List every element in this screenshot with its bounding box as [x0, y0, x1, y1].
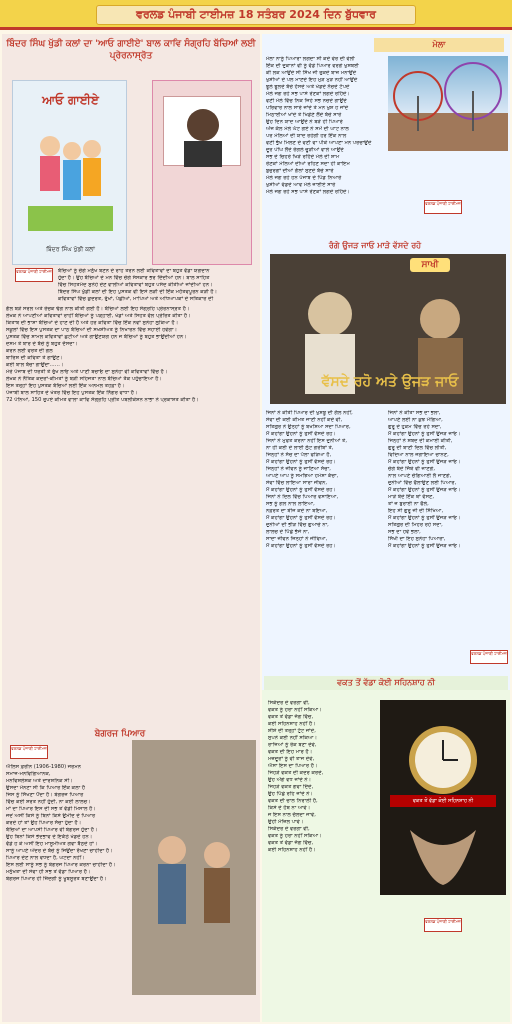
publisher-badge: ਵਰਲਡ ਪੰਜਾਬੀ ਟਾਈਮਜ਼	[424, 918, 462, 932]
text-line: ਚੰਗੇ ਬੰਦੇ ਜਿੱਥੇ ਵੀ ਜਾਣਗੇ,	[388, 466, 436, 472]
text-line: ਸਾਨੂੰ ਆਪਣੇ ਅੰਦਰ ਦੇ ਬੱਚੇ ਨੂੰ ਜਿਉਂਦਾ ਰੱਖਣਾ ਚਾਹੀਦਾ ਹੈ।	[6, 848, 113, 854]
text-line: ਉਹ ਪਿੱਛੇ ਰਹਿ ਜਾਂਦੇ ਨੇ।	[268, 791, 314, 797]
text-line: ਜਿਨਾਂ ਨੇ ਦਿਲ ਵਿੱਚ ਪਿਆਰ ਵਸਾਇਆ,	[266, 494, 339, 500]
text-line: ਐਸਾ ਇਸ ਦਾ ਪਿਆਰ ਹੈ।	[268, 763, 318, 769]
publisher-badge: ਵਰਲਡ ਪੰਜਾਬੀ ਟਾਈਮਜ਼	[10, 745, 48, 759]
text-line: ਇਹ ਸੀ ਗੁਰੂ ਜੀ ਦੀ ਸਿੱਖਿਆ,	[388, 508, 444, 514]
book-cover	[12, 80, 127, 265]
text-line: ਮੈਂ ਕਹਾਂਗਾ ਉਹਨਾਂ ਨੂੰ ਤੁਸੀਂ ਉਜੜ ਜਾਓ।	[388, 515, 461, 521]
text-line: ਵਿੱਚ ਕੋਈ ਸ਼ਰਤ ਨਹੀਂ ਹੁੰਦੀ, ਨਾ ਕੋਈ ਲਾਲਚ।	[6, 799, 91, 805]
text-line: ਲੇਖਕ ਨੇ ਨੈਤਿਕ ਕਦਰਾਂ-ਕੀਮਤਾਂ ਨੂੰ ਬੜੀ ਸਹਿਜਤਾ ਨਾਲ ਬੱਚਿਆਂ ਤੱਕ ਪਹੁੰਚਾਇਆ ਹੈ।	[6, 376, 162, 382]
text-line: ਜਿਨਾਂ ਨੇ ਮੁਫਤ ਕਰਨਾ ਨਹੀਂ ਇਸ ਦੁਨੀਆਂ ਤੇ,	[266, 438, 347, 444]
text-line: ਵਕਤ ਤੋਂ ਵੱਡਾ ਜੱਗ ਵਿੱਚ,	[268, 714, 314, 720]
text-line: ਸਕੂਲਾਂ ਵਿੱਚ ਇਸ ਪੁਸਤਕ ਦਾ ਪਾਠ ਬੱਚਿਆਂ ਦੀ ਸਖਸ਼ੀਅਤ ਨੂੰ ਨਿਖਾਰਨ ਵਿੱਚ ਸਹਾਈ ਹੋਵੇਗਾ।	[6, 327, 178, 333]
text-line: ਮੇਲੇ ਜਗ ਰਹੇ ਹਨ ਪੰਜਾਬ ਦੇ ਪਿੰਡ ਨਿਆਰੇ	[266, 175, 342, 181]
text-line: ਸਤਿਗੁਰ ਦੀ ਮਿਹਰ ਰਹੇ ਸਦਾ,	[388, 522, 443, 528]
text-line: ਮਨੁੱਖਤਾ ਦੀ ਸੇਵਾ ਹੀ ਸਭ ਤੋਂ ਵੱਡਾ ਪਿਆਰ ਹੈ।	[6, 869, 91, 875]
text-line: ਦੁਨੀਆਂ ਵਿੱਚ ਫੈਲਾਉਣ ਲਈ ਪਿਆਰ,	[388, 480, 457, 486]
text-line: ਜਿਸ ਨੂੰ ਸਿੱਖਣਾ ਪੈਂਦਾ ਹੈ। ਬੇਗਰਜ ਪਿਆਰ	[6, 792, 84, 798]
text-line: ਬੁਜ਼ੁਰਗਾਂ ਦੀਆਂ ਗੱਲਾਂ ਸੁਣਦੇ ਬੱਚੇ ਸਾਰੇ	[266, 168, 334, 174]
sakhi-poem-left	[266, 410, 384, 672]
text-line: ਇੱਕ ਦੀ ਦੁਕਾਨਾਂ ਵੀ ਨੂੰ ਵੱਡੇ ਪਿਆਰ ਵਰਗੇ ਖੁਸ਼ਬੋਈ	[266, 63, 359, 69]
text-line: ਬੱਚਿਆਂ ਨੂੰ ਚੰਗੇ ਮਨੁੱਖ ਬਣਨ ਦੇ ਰਾਹ ਤੋਰਨ ਲਈ ਕਵਿਤਾਵਾਂ ਦਾ ਬਹੁਤ ਵੱਡਾ ਯੋਗਦਾਨ	[58, 268, 210, 274]
text-line: ਕੀ ਲੋਕ ਆਉਂਦੇ ਸੀ ਸਿੱਖ ਜੀ ਰੁਕਦੇ ਬਾਜ਼ ਮਨਾਉਂਦੇ	[266, 70, 357, 76]
book-review-body	[6, 306, 256, 726]
text-line: ਵਕਤ ਦੀ ਇਹ ਮਾਰ ਹੈ।	[268, 749, 313, 755]
text-line: ਵਕਤ ਨੂੰ ਹਰਾ ਨਹੀਂ ਸਕਿਆ।	[268, 833, 322, 839]
text-line: ਜਿਨ੍ਹਾਂ ਨੇ ਜੀਵਨ ਨੂੰ ਜਾਣਿਆ ਸੱਚਾ,	[266, 466, 331, 472]
text-line: ਉਸਦਾ ਮੰਨਣਾ ਸੀ ਕਿ ਪਿਆਰ ਇੱਕ ਕਲਾ ਹੈ	[6, 785, 86, 791]
text-line: ਜਿਹੜੇ ਵਕਤ ਦੀ ਕਦਰ ਕਰਦੇ,	[268, 770, 324, 776]
sakhi-poem-right	[388, 410, 506, 672]
text-line: ਕਰਨ ਲਈ ਵਰਤ ਦੀ ਗਲ	[6, 348, 53, 354]
text-line: ਸਿੱਖੀ ਦਾ ਇਹ ਸੁਨੇਹਾ ਪਿਆਰਾ,	[388, 536, 446, 542]
text-line: ਮੈਂ ਕਹਾਂਗਾ ਉਹਨਾਂ ਨੂੰ ਤੁਸੀਂ ਉਜੜ ਜਾਓ।	[388, 487, 461, 493]
text-line: ਬੱਚਿਆਂ ਦਾ ਆਪਸੀ ਪਿਆਰ ਵੀ ਬੇਗਰਜ ਹੁੰਦਾ ਹੈ।	[6, 827, 98, 833]
sakhi-title: ਵੱਸਦੇ ਰਹੋ ਅਤੇ ਉਜੜ ਜਾਓ	[321, 374, 459, 390]
text-line: 72 ਪੰਨਿਆਂ, 150 ਰੁਪਏ ਕੀਮਤ ਵਾਲਾ ਕਾਵਿ ਸੰਗ੍ਰਹਿ ਪ੍ਰੀਤ ਪਬਲੀਕੇਸ਼ਨ ਨਾਭਾ ਨੇ ਪ੍ਰਕਾਸ਼ਤ ਕੀਤਾ ਹੈ।	[6, 397, 199, 403]
text-line: ਮੈਂ ਕਹਾਂਗਾ ਉਹਨਾਂ ਨੂੰ ਤੁਸੀਂ ਵੱਸਦੇ ਰਹੋ।	[266, 543, 336, 549]
text-line: ਪੰਜਾਬੀ ਬਾਲ ਸਾਹਿਤ ਦੇ ਖੇਤਰ ਵਿੱਚ ਇਹ ਪੁਸਤਕ ਇੱਕ ਨਿੱਗਰ ਵਾਧਾ ਹੈ।	[6, 390, 138, 396]
text-line: ਕੋਈ ਸਹਿਨਸ਼ਾਹ ਨਹੀਂ ਹੈ।	[268, 847, 316, 853]
text-line: ਕਿਤਾਬ ਦੀ ਭਾਸ਼ਾ ਬੱਚਿਆਂ ਦੇ ਹਾਣ ਦੀ ਹੈ ਅਤੇ ਹਰ ਕਵਿਤਾ ਵਿੱਚ ਇੱਕ ਨਵਾਂ ਸੁਨੇਹਾ ਲੁਕਿਆ ਹੈ।	[6, 320, 179, 326]
text-line: ਬੇਗਰਜ ਪਿਆਰ ਹੀ ਜ਼ਿੰਦਗੀ ਨੂੰ ਖੂਬਸੂਰਤ ਬਣਾਉਂਦਾ ਹੈ।	[6, 876, 107, 882]
book-cover-title: ਆਓ ਗਾਈਏ	[42, 93, 99, 107]
text-line: ਨਾ ਹੀ ਕੋਈ ਦੇ ਲਾਈ ਲੁੱਟ ਗਰੀਬਾਂ ਤੇ,	[266, 445, 334, 451]
text-line: ਖੁਸ਼ੀਆਂ ਦੇ ਪਲ ਮਾਣਦੇ ਇਹ ਮੁੜ ਮੁੜ ਨਹੀਂ ਆਉਂਦੇ	[266, 77, 358, 83]
text-line: ਵੱਡੇ ਹੋ ਕੇ ਅਸੀਂ ਇਹ ਮਾਸੂਮੀਅਤ ਗਵਾ ਬੈਠਦੇ ਹਾਂ।	[6, 841, 98, 847]
author-photo	[163, 96, 241, 166]
text-line: ਮੇਰੇ ਪੰਜਾਬ ਦੀ ਧਰਤੀ ਤੇ ਰੁੱਖ ਲਾਓ ਅਤੇ ਪਾਣੀ ਬਚਾਓ ਦਾ ਸੁਨੇਹਾ ਵੀ ਕਵਿਤਾਵਾਂ ਵਿੱਚ ਹੈ।	[6, 369, 168, 375]
text-line: ਵਕਤ ਦੀ ਚਾਲ ਨਿਰਾਲੀ ਹੈ,	[268, 798, 318, 804]
text-line: ਸਾਦਾ ਜੀਵਨ ਜਿਨ੍ਹਾਂ ਨੇ ਜੀਵਿਆ,	[266, 536, 328, 542]
children-illustration	[28, 121, 113, 231]
book-review-heading: ਬਿੰਦਰ ਸਿੰਘ ਖੁੱਡੀ ਕਲਾਂ ਦਾ 'ਆਓ ਗਾਈਏ' ਬਾਲ ਕਾਵਿ ਸੰਗ੍ਰਹਿ ਬੱਚਿਆਂ ਲਈ ਪ੍ਰੇਰਨਾਸ੍ਰੋਤ	[6, 39, 256, 61]
text-line: ਪਿਆਰ ਦੇਣ ਨਾਲ ਵਧਦਾ ਹੈ, ਘਟਦਾ ਨਹੀਂ।	[6, 855, 85, 861]
text-line: ਐਲਿਸ ਫ਼ਰੀਨ (1906-1980) ਜਰਮਨ	[6, 764, 82, 770]
text-line: ਕਿਸੇ ਦੇ ਹੱਥ ਨਾ ਆਵੇ।	[268, 805, 311, 811]
text-line: ਸੇਵਾ ਵਿੱਚ ਲਾਇਆ ਸਾਰਾ ਜੀਵਨ,	[266, 480, 328, 486]
text-line: ਪਰ ਮੇਲਿਆਂ ਦੀ ਯਾਦ ਰਹੇਗੀ ਹਰ ਇੱਕ ਨਾਲ	[266, 133, 347, 139]
text-line: ਜਿਨ੍ਹਾਂ ਨੇ ਸੱਚ ਦਾ ਪੱਲਾ ਫੜਿਆ ਹੈ,	[266, 452, 332, 458]
vakt-poem	[268, 700, 376, 1015]
mela-poem	[266, 56, 386, 236]
text-line: ਜਿਨ੍ਹਾਂ ਨੇ ਸ਼ਬਦ ਦੀ ਕਮਾਈ ਕੀਤੀ,	[388, 438, 453, 444]
text-line: ਤਾਂ ਜੋ ਬੁਰਾਈ ਨਾ ਫੈਲੇ,	[388, 501, 429, 507]
text-line: ਮਿਠਾਈਆਂ ਖਾਂਦੇ ਤੇ ਖਿਡੌਣੇ ਲੈਂਦੇ ਬੱਚੇ ਸਾਰੇ	[266, 112, 342, 118]
publisher-badge: ਵਰਲਡ ਪੰਜਾਬੀ ਟਾਈਮਜ਼	[15, 268, 53, 282]
text-line: ਉਹ ਬਿਨਾਂ ਕਿਸੇ ਭੇਦਭਾਵ ਦੇ ਇਕੱਠੇ ਖੇਡਦੇ ਹਨ।	[6, 834, 93, 840]
publisher-badge: ਵਰਲਡ ਪੰਜਾਬੀ ਟਾਈਮਜ਼	[470, 650, 508, 664]
text-line: ਆਪਣੇ ਲਈ ਨਾ ਕੁਝ ਮੰਗਿਆ,	[388, 417, 443, 423]
text-line: ਨਾਲ ਆਪਣੇ ਚੰਗਿਆਈ ਲੈ ਜਾਣਗੇ,	[388, 473, 452, 479]
text-line: ਗੱਲ ਬੜੇ ਸਰਲ ਅਤੇ ਰੌਚਕ ਢੰਗ ਨਾਲ ਕੀਤੀ ਗਈ ਹੈ। ਬੱਚਿਆਂ ਲਈ ਇਹ ਸੰਗ੍ਰਹਿ ਪ੍ਰੇਰਨਾਸ੍ਰੋਤ ਹੈ।	[6, 306, 190, 312]
text-line: ਮੇਲਾ ਨਾਨੂੰ ਪਿਆਰਾ ਲਗਦਾ ਸੀ ਕਦੇ ਵੇਰ ਦੀ ਵੇਲੀ	[266, 56, 355, 62]
vakt-section-heading: ਵਕਤ ਤੋਂ ਵੱਡਾ ਕੋਈ ਸਹਿਨਸ਼ਾਹ ਨੀ	[264, 676, 508, 690]
sakhi-section-heading: ਰੰਗੇ ਉਜੜ ਜਾਓ ਮਾੜੇ ਵੱਸਦੇ ਰਹੋ	[328, 241, 422, 250]
text-line: ਮੈਂ ਕਹਾਂਗਾ ਉਹਨਾਂ ਨੂੰ ਤੁਸੀਂ ਉਜੜ ਜਾਓ।	[388, 459, 461, 465]
text-line: ਸਿਕੰਦਰ ਦੇ ਵਰਗਾ ਵੀ,	[268, 700, 310, 706]
vakt-image-label: ਵਕਤ ਤੋਂ ਵੱਡਾ ਕੋਈ ਸਹਿਨਸ਼ਾਹ ਨੀ	[390, 795, 496, 807]
mela-heading: ਮੇਲਾ	[374, 38, 504, 52]
text-line: ਲਾਲਚ ਦੇ ਪਿੱਛੇ ਭੱਜੇ ਨਾ,	[266, 529, 310, 535]
text-line: ਜਦੋਂ ਅਸੀਂ ਕਿਸੇ ਨੂੰ ਬਿਨਾਂ ਕਿਸੇ ਉਮੀਦ ਦੇ ਪਿਆਰ	[6, 813, 96, 819]
text-line: ਸਭ ਨੂੰ ਗਲ ਨਾਲ ਲਾਇਆ,	[266, 501, 315, 507]
text-line: ਦਸਮ ਤੇ ਬਾਰ ਦੇ ਬੱਚੇ ਨੂੰ ਬਹੁਤ ਦੱਸਦਾ।	[6, 341, 78, 347]
mela-photo	[388, 56, 508, 151]
text-line: ਕੋਈ ਬਾਲ ਬੱਚਾ ਗਾਉਂਦਾ……।	[6, 362, 64, 368]
text-line: ਪਰਿਵਾਰ ਨਾਲ ਸਾਰੇ ਜਾਂਦੇ ਤੇ ਮਨ ਖੁਸ਼ ਹੋ ਜਾਂਦੇ	[266, 105, 349, 111]
text-line: ਕੋਈ ਸਹਿਨਸ਼ਾਹ ਨਹੀਂ ਹੈ।	[268, 721, 316, 727]
page-title: ਵਰਲਡ ਪੰਜਾਬੀ ਟਾਈਮਜ਼ 18 ਸਤੰਬਰ 2024 ਦਿਨ ਬੁੱਧਵਾਰ	[96, 5, 416, 25]
text-line: ਮੈਂ ਕਹਾਂਗਾ ਉਹਨਾਂ ਨੂੰ ਤੁਸੀਂ ਵੱਸਦੇ ਰਹੋ।	[266, 487, 336, 493]
text-line: ਇਸ ਤਰ੍ਹਾਂ ਇਹ ਪੁਸਤਕ ਬੱਚਿਆਂ ਲਈ ਇੱਕ ਅਨਮੋਲ ਤੋਹਫ਼ਾ ਹੈ।	[6, 383, 125, 389]
text-line: ਵਕਤ ਨੂੰ ਹਰਾ ਨਹੀਂ ਸਕਿਆ।	[268, 707, 322, 713]
text-line: ਸੇਵਾ ਦੀ ਕੋਈ ਕੀਮਤ ਜਾਣੀ ਨਹੀਂ ਕਦੇ ਵੀ,	[266, 417, 343, 423]
book-back-cover	[152, 80, 252, 265]
text-line: ਉਹ ਅੱਗੇ ਵਧ ਜਾਂਦੇ ਨੇ।	[268, 777, 312, 783]
text-line: ਪੁਸਤਕ ਵਿੱਚ ਸ਼ਾਮਲ ਕਵਿਤਾਵਾਂ ਛੋਟੀਆਂ ਅਤੇ ਗਾਉਣਯੋਗ ਹਨ ਜੋ ਬੱਚਿਆਂ ਨੂੰ ਬਹੁਤ ਭਾਉਂਦੀਆਂ ਹਨ।	[6, 334, 187, 340]
text-line: ਵਣੀ ਮੇਲੇ ਵਿੱਚ ਨਿਕ ਜਿਹੇ ਸਭ ਨਚਦੇ ਗਾਉਂਦੇ	[266, 98, 347, 104]
text-line: ਖੁਸ਼ੀਆਂ ਵੰਡਦੇ ਆਵੋ ਮੇਲੇ ਜਾਈਏ ਸਾਰੇ	[266, 182, 336, 188]
text-line: ਰੌਣਕਾਂ ਮੇਲਿਆਂ ਦੀਆਂ ਰਹਿਣ ਸਦਾ ਹੀ ਕਾਇਮ	[266, 161, 350, 167]
text-line: ਦੁਨੀਆਂ ਦੀ ਭੀੜ ਵਿੱਚ ਗੁਆਚੇ ਨਾ,	[266, 522, 329, 528]
hourglass-clock-image	[380, 700, 506, 895]
text-line: ਅੱਜ ਕੱਲ ਮੇਲੇ ਘੱਟ ਗਏ ਨੇ ਸਮੇਂ ਦੀ ਘਾਟ ਨਾਲ	[266, 126, 349, 132]
text-line: ਮੇਲੇ ਜਗ ਰਹੇ ਸਭ ਪਾਸੇ ਰੌਣਕਾਂ ਲਗਦੇ ਰਹਿੰਦੇ।	[266, 189, 350, 195]
text-line: ਝੂਲੇ ਝੂਲਦੇ ਬੱਚੇ ਹੱਸਦੇ ਅਤੇ ਖੇਡਦੇ ਨੱਚਦੇ ਟੱਪਦੇ	[266, 84, 350, 90]
text-line: ਸਿਕੰਦਰ ਦੇ ਵਰਗਾ ਵੀ,	[268, 826, 310, 832]
text-line: ਸਭ ਦੇ ਚਿਹਰੇ ਖਿੜੇ ਰਹਿੰਦੇ ਮੇਲੇ ਦੀ ਸ਼ਾਮ	[266, 154, 340, 160]
begaraz-pyar-text	[6, 764, 130, 1004]
text-line: ਮੈਂ ਕਹਾਂਗਾ ਉਹਨਾਂ ਨੂੰ ਤੁਸੀਂ ਵੱਸਦੇ ਰਹੋ।	[266, 515, 336, 521]
text-line: ਸਮਾਜ-ਮਨੋਵਿਗਿਆਨਕ,	[6, 771, 51, 777]
text-line: ਜਿਨਾਂ ਨੇ ਕੀਤਾ ਸਭ ਦਾ ਭਲਾ,	[388, 410, 441, 416]
text-line: ਰਾਜਿਆਂ ਨੂੰ ਰੰਕ ਬਣਾ ਦੇਵੇ,	[268, 742, 317, 748]
text-line: ਵਿਦਿਆ ਨਾਲ ਜਗਾਇਆ ਚਾਨਣ,	[388, 452, 449, 458]
publisher-badge: ਵਰਲਡ ਪੰਜਾਬੀ ਟਾਈਮਜ਼	[424, 200, 462, 214]
book-cover-author: ਬਿੰਦਰ ਸਿੰਘ ਖੁੱਡੀ ਕਲਾਂ	[46, 246, 95, 253]
text-line: ਸਤਿਗੁਰ ਨੇ ਉਨ੍ਹਾਂ ਨੂੰ ਬਖਸ਼ਿਆ ਸਦਾ ਪਿਆਰ,	[266, 424, 351, 430]
text-line: ਜਿਹੜੇ ਵਕਤ ਗਵਾ ਦਿੰਦੇ,	[268, 784, 314, 790]
sakhi-tag: ਸਾਖੀ	[410, 258, 450, 272]
text-line: ਸੁਪਨੇ ਕੋਈ ਨਹੀਂ ਸਕਿਆ।	[268, 735, 318, 741]
text-line: ਵਕਤ ਤੋਂ ਵੱਡਾ ਜੱਗ ਵਿੱਚ,	[268, 840, 314, 846]
text-line: ਉਹ ਦਿਨ ਯਾਦ ਆਉਂਦੇ ਨੇ ਬੜੇ ਹੀ ਪਿਆਰੇ	[266, 119, 343, 125]
text-line: ਸ਼ੀਸ਼ੇ ਦੀ ਤਰ੍ਹਾਂ ਟੁੱਟ ਜਾਂਦੇ,	[268, 728, 316, 734]
text-line: ਆਪਣੇ ਆਪ ਨੂੰ ਸਮਝਿਆ ਹਮੇਸ਼ਾ ਕੱਚਾ,	[266, 473, 339, 479]
text-line: ਮਾੜੇ ਬੰਦੇ ਇੱਕ ਥਾਂ ਵੱਸਣ,	[388, 494, 435, 500]
text-line: ਮਨੋਵਿਸ਼ਲੇਸ਼ਕ ਅਤੇ ਦਾਰਸ਼ਨਿਕ ਸੀ।	[6, 778, 73, 784]
text-line: ਨਫ਼ਰਤ ਦਾ ਬੀਜ ਕਦੇ ਨਾ ਬੋਇਆ,	[266, 508, 328, 514]
text-line: ਮੈਂ ਕਹਾਂਗਾ ਉਹਨਾਂ ਨੂੰ ਤੁਸੀਂ ਵੱਸਦੇ ਰਹੋ।	[266, 431, 336, 437]
text-line: ਕਵਿਤਾਵਾਂ ਵਿੱਚ ਕੁਦਰਤ, ਰੁੱਖਾਂ, ਪੰਛੀਆਂ, ਮਾਪਿਆਂ ਅਤੇ ਅਧਿਆਪਕਾਂ ਦੇ ਸਤਿਕਾਰ ਦੀ	[58, 296, 214, 302]
text-line: ਗੁਰੂ ਦੇ ਹੁਕਮ ਵਿੱਚ ਰਹੇ ਸਦਾ,	[388, 424, 442, 430]
sakhi-banner	[270, 254, 506, 404]
text-line: ਮੈਂ ਕਹਾਂਗਾ ਉਹਨਾਂ ਨੂੰ ਤੁਸੀਂ ਵੱਸਦੇ ਰਹੋ।	[266, 459, 336, 465]
text-line: ਮੈਂ ਕਹਾਂਗਾ ਉਹਨਾਂ ਨੂੰ ਤੁਸੀਂ ਉਜੜ ਜਾਓ।	[388, 543, 461, 549]
text-line: ਜਿਨਾਂ ਨੇ ਕੀਤੀ ਪਿਆਰ ਦੀ ਖੁਸ਼ਬੂ ਦੀ ਗੱਲ ਨਹੀਂ,	[266, 410, 353, 416]
text-line: ਉਹੀ ਮੰਜ਼ਿਲ ਪਾਵੇ।	[268, 819, 304, 825]
begaraz-pyar-heading: ਬੇਗਰਜ ਪਿਆਰ	[94, 729, 146, 739]
children-photo	[132, 740, 256, 995]
text-line: ਬਿੰਦਰ ਸਿੰਘ ਖੁੱਡੀ ਕਲਾਂ ਦੀ ਇਹ ਪੁਸਤਕ ਵੀ ਇਸੇ ਲੜੀ ਦੀ ਇੱਕ ਮਹੱਤਵਪੂਰਨ ਕੜੀ ਹੈ।	[58, 289, 218, 295]
text-line: ਮਜ਼ਦੂਰਾਂ ਨੂੰ ਵੀ ਤਾਜ ਦੇਵੇ,	[268, 756, 315, 762]
text-line: ਹੁੰਦਾ ਹੈ। ਉਹ ਬੱਚਿਆਂ ਦੇ ਮਨ ਵਿੱਚ ਚੰਗੇ ਸੰਸਕਾਰ ਭਰ ਦਿੰਦੀਆਂ ਹਨ। ਬਾਲ ਸਾਹਿਤ	[58, 275, 210, 281]
text-line: ਸਭ ਦਾ ਹੋਵੇ ਭਲਾ,	[388, 529, 421, 535]
text-line: ਕਰਦੇ ਹਾਂ ਤਾਂ ਉਹ ਪਿਆਰ ਸੱਚਾ ਹੁੰਦਾ ਹੈ।	[6, 820, 82, 826]
text-line: ਲੇਖਕ ਨੇ ਆਪਣੀਆਂ ਕਵਿਤਾਵਾਂ ਰਾਹੀਂ ਬੱਚਿਆਂ ਨੂੰ ਪੜ੍ਹਾਈ, ਖੇਡਾਂ ਅਤੇ ਸਿਹਤ ਵੱਲ ਪ੍ਰੇਰਿਤ ਕੀਤਾ ਹੈ।	[6, 313, 191, 319]
text-line: ਵਣੀ ਭੁੱਖ ਮਿਲਣ ਦੇ ਵਣੀ ਵਾ ਪੀਕੇ ਆਪਣਾ ਮਨ ਪਰਚਾਉਂਦੇ	[266, 140, 372, 146]
text-line: ਜੋ ਇਸ ਨਾਲ ਚੱਲਦਾ ਜਾਵੇ,	[268, 812, 316, 818]
text-line: ਗੁਰੂ ਦੀ ਬਾਣੀ ਦਿਲ ਵਿੱਚ ਲੀਤੀ,	[388, 445, 447, 451]
text-line: ਮੇਲੇ ਜਗ ਰਹੇ ਸਭ ਪਾਸੇ ਰੌਣਕਾਂ ਲਗਦੇ ਰਹਿੰਦੇ।	[266, 91, 350, 97]
text-line: ਵਿੱਚ ਸਿਹਤਮੰਦ ਸੁਨੇਹੇ ਦੇਣ ਵਾਲੀਆਂ ਕਵਿਤਾਵਾਂ ਬਹੁਤ ਪਸੰਦ ਕੀਤੀਆਂ ਜਾਂਦੀਆਂ ਹਨ।	[58, 282, 213, 288]
text-line: ਬਾਰਿਸ਼ ਦੀ ਕਵਿਤਾ ਤੇ ਗਾਉਣ।	[6, 355, 63, 361]
text-line: ਦੂਰੋ ਪੀਂਘ ਲੈਂਦੇ ਰੰਗਲੇ ਚੂੜੀਆਂ ਵਾਲੇ ਆਉਂਦੇ	[266, 147, 344, 153]
text-line: ਮੈਂ ਕਹਾਂਗਾ ਉਹਨਾਂ ਨੂੰ ਤੁਸੀਂ ਉਜੜ ਜਾਓ।	[388, 431, 461, 437]
text-line: ਮਾਂ ਦਾ ਪਿਆਰ ਇਸ ਦੀ ਸਭ ਤੋਂ ਵੱਡੀ ਮਿਸਾਲ ਹੈ।	[6, 806, 96, 812]
text-line: ਇਸ ਲਈ ਸਾਨੂੰ ਸਭ ਨੂੰ ਬੇਗਰਜ ਪਿਆਰ ਕਰਨਾ ਚਾਹੀਦਾ ਹੈ।	[6, 862, 116, 868]
